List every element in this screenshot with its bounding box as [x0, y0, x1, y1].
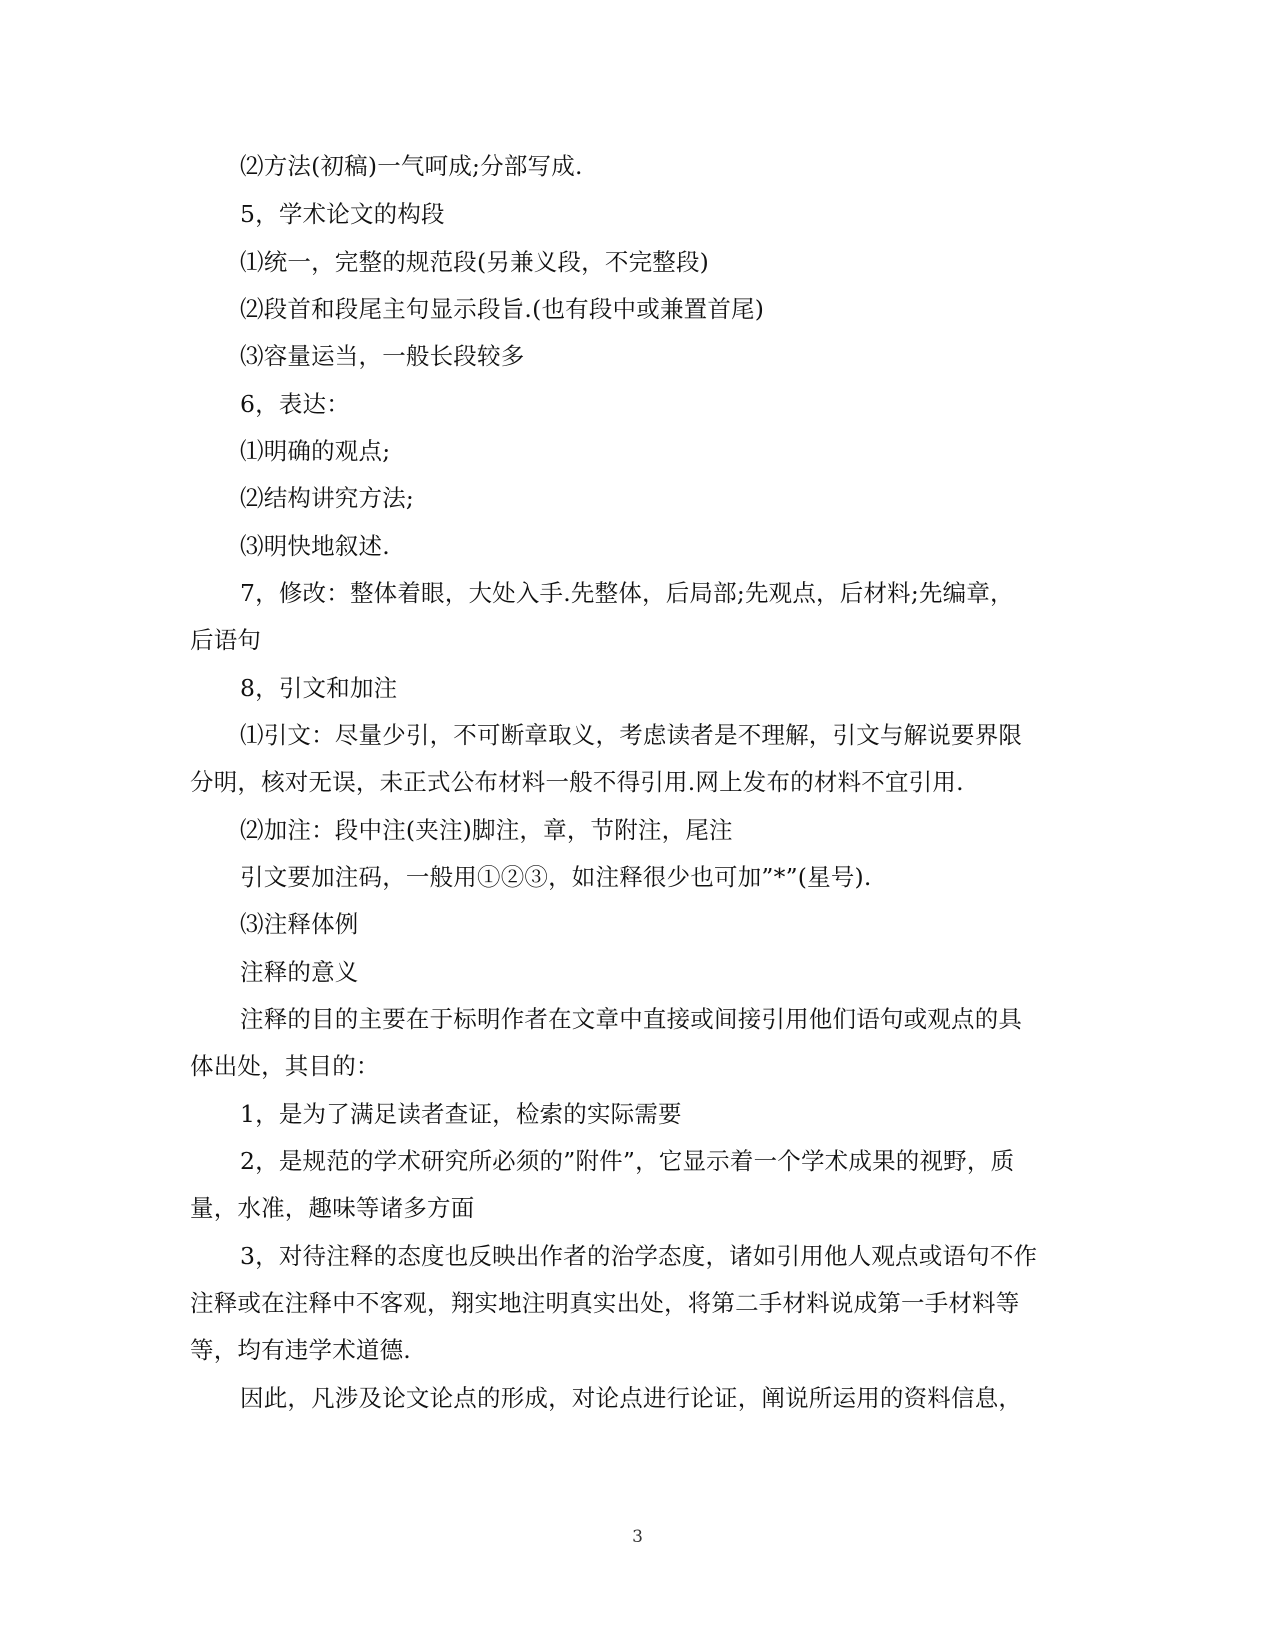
section-heading: 6，表达：	[240, 390, 350, 418]
text-line: 注释或在注释中不客观，翔实地注明真实出处，将第二手材料说成第一手材料等	[190, 1289, 1020, 1317]
text-line: 等，均有违学术道德.	[190, 1336, 411, 1364]
text-line: 引文要加注码，一般用①②③，如注释很少也可加”*”(星号).	[240, 863, 872, 891]
section-heading: 7，修改：整体着眼，大处入手.先整体，后局部;先观点，后材料;先编章，	[240, 579, 1014, 607]
text-line: 注释的目的主要在于标明作者在文章中直接或间接引用他们语句或观点的具	[240, 1005, 1023, 1033]
text-line: ⑴引文：尽量少引，不可断章取义，考虑读者是不理解，引文与解说要界限	[240, 721, 1023, 749]
text-line: ⑵段首和段尾主句显示段旨.(也有段中或兼置首尾)	[240, 295, 765, 323]
text-line: 3，对待注释的态度也反映出作者的治学态度，诸如引用他人观点或语句不作	[240, 1242, 1038, 1270]
text-line: ⑴明确的观点;	[240, 437, 391, 465]
text-line: 后语句	[190, 626, 262, 654]
section-heading: 8，引文和加注	[240, 674, 398, 702]
text-line: ⑵方法(初稿)一气呵成;分部写成.	[240, 152, 583, 180]
text-line: ⑵结构讲究方法;	[240, 484, 415, 512]
section-heading: 5，学术论文的构段	[240, 200, 445, 228]
text-line: 2，是规范的学术研究所必须的”附件”，它显示着一个学术成果的视野，质	[240, 1147, 1015, 1175]
text-line: 注释的意义	[240, 958, 359, 986]
text-line: 量，水准，趣味等诸多方面	[190, 1194, 475, 1222]
text-line: 因此，凡涉及论文论点的形成，对论点进行论证，阐说所运用的资料信息，	[240, 1384, 1023, 1412]
text-line: ⑵加注：段中注(夹注)脚注，章，节附注，尾注	[240, 816, 733, 844]
text-line: 1，是为了满足读者查证，检索的实际需要	[240, 1100, 682, 1128]
page-number: 3	[632, 1527, 643, 1547]
text-line: ⑶注释体例	[240, 910, 359, 938]
text-line: ⑶容量运当，一般长段较多	[240, 342, 525, 370]
text-line: ⑶明快地叙述.	[240, 532, 390, 560]
text-line: ⑴统一，完整的规范段(另兼义段，不完整段)	[240, 248, 710, 276]
text-line: 分明，核对无误，未正式公布材料一般不得引用.网上发布的材料不宜引用.	[190, 768, 964, 796]
text-line: 体出处，其目的：	[190, 1052, 380, 1080]
